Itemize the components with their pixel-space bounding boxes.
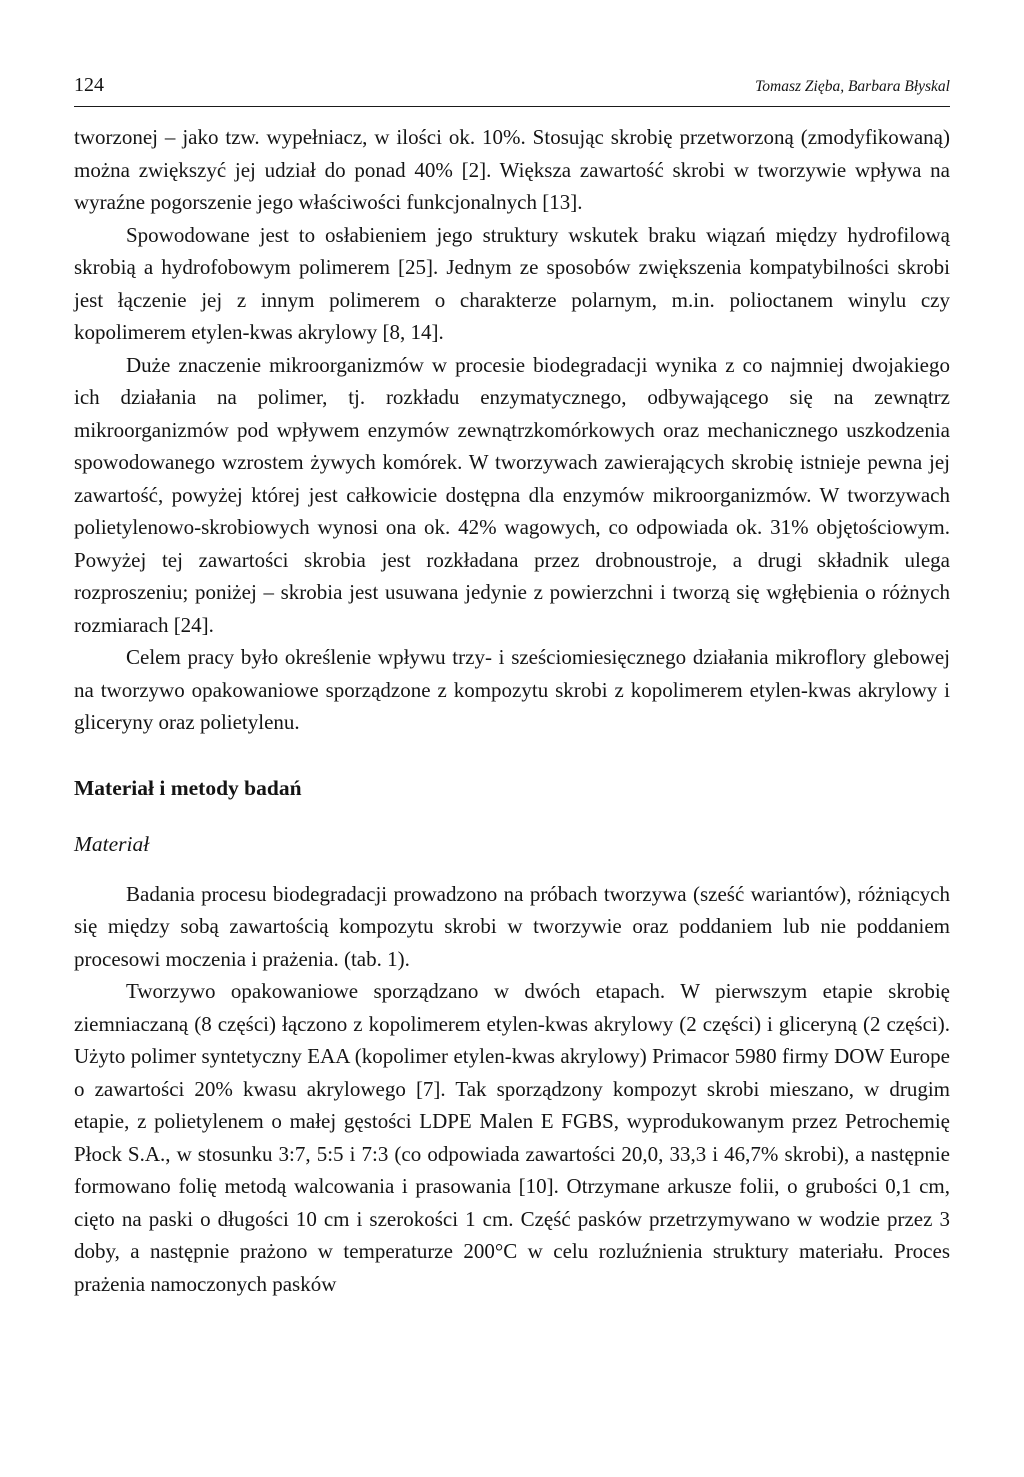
section-heading: Materiał i metody badań	[74, 775, 302, 800]
running-head	[74, 72, 950, 107]
page-number: 124	[74, 74, 104, 96]
article-body	[74, 121, 950, 1300]
paragraph-continued: tworzonej – jako tzw. wypełniacz, w ilości ok. 10%. Stosując skrobię przetworzoną (zmodyfikowaną) można zwiększyć jej udział do ponad 40% [2]. Większa zawartość skrobi w tworzywie wpływa na wyraźne pogorszenie jego właściwości funkcjonalnych [13].	[74, 125, 950, 214]
paragraph: Badania procesu biodegradacji prowadzono na próbach tworzywa (sześć wariantów), różniących się między sobą zawartością kompozytu skrobi w tworzywie oraz poddaniem lub nie poddaniem procesowi moczenia i prażenia. (tab. 1).	[74, 881, 950, 971]
paragraph: Tworzywo opakowaniowe sporządzano w dwóch etapach. W pierwszym etapie skrobię ziemniaczaną (8 części) łączono z kopolimerem etylen-kwas akrylowy (2 części) i gliceryną (2 części). Użyto polimer syntetyczny EAA (kopolimer etylen-kwas akrylowy) Primacor 5980 firmy DOW Europe o zawartości 20% kwasu akrylowego [7]. Tak sporządzony kompozyt skrobi mieszano, w drugim etapie, z polietylenem o małej gęstości LDPE Malen E FGBS, wyprodukowanym przez Petrochemię Płock S.A., w stosunku 3:7, 5:5 i 7:3 (co odpowiada zawartości 20,0, 33,3 i 46,7% skrobi), a następnie formowano folię metodą walcowania i prasowania [10]. Otrzymane arkusze folii, o grubości 0,1 cm, cięto na paski o długości 10 cm i szerokości 1 cm. Część pasków przetrzymywano w wodzie przez 3 doby, a następnie prażono w temperaturze 200°C w celu rozluźnienia struktury materiału. Proces prażenia namoczonych pasków	[74, 979, 950, 1296]
page	[74, 72, 950, 1300]
paragraph: Spowodowane jest to osłabieniem jego struktury wskutek braku wiązań między hydrofilową skrobią a hydrofobowym polimerem [25]. Jednym ze sposobów zwiększenia kompatybilności skrobi jest łączenie jej z innym polimerem o charakterze polarnym, m.in. polioctanem winylu czy kopolimerem etylen-kwas akrylowy [8, 14].	[74, 222, 950, 344]
paragraph: Celem pracy było określenie wpływu trzy- i sześciomiesięcznego działania mikroflory glebowej na tworzywo opakowaniowe sporządzone z kompozytu skrobi z kopolimerem etylen-kwas akrylowy i gliceryny oraz polietylenu.	[74, 645, 950, 734]
subsection-heading: Materiał	[74, 831, 150, 856]
paragraph: Duże znaczenie mikroorganizmów w procesie biodegradacji wynika z co najmniej dwojakiego ich działania na polimer, tj. rozkładu enzymatycznego, odbywającego się na zewnątrz mikroorganizmów pod wpływem enzymów zewnątrzkomórkowych oraz mechanicznego uszkodzenia spowodowanego wzrostem żywych komórek. W tworzywach zawierających skrobię istnieje pewna jej zawartość, powyżej której jest całkowicie dostępna dla enzymów mikroorganizmów. W tworzywach polietylenowo-skrobiowych wynosi ona ok. 42% wagowych, co odpowiada ok. 31% objętościowym. Powyżej tej zawartości skrobia jest rozkładana przez drobnoustroje, a drugi składnik ulega rozproszeniu; poniżej – skrobia jest usuwana jedynie z powierzchni i tworzą się wgłębienia o różnych rozmiarach [24].	[74, 352, 950, 637]
running-head-authors: Tomasz Zięba, Barbara Błyskal	[755, 78, 950, 95]
